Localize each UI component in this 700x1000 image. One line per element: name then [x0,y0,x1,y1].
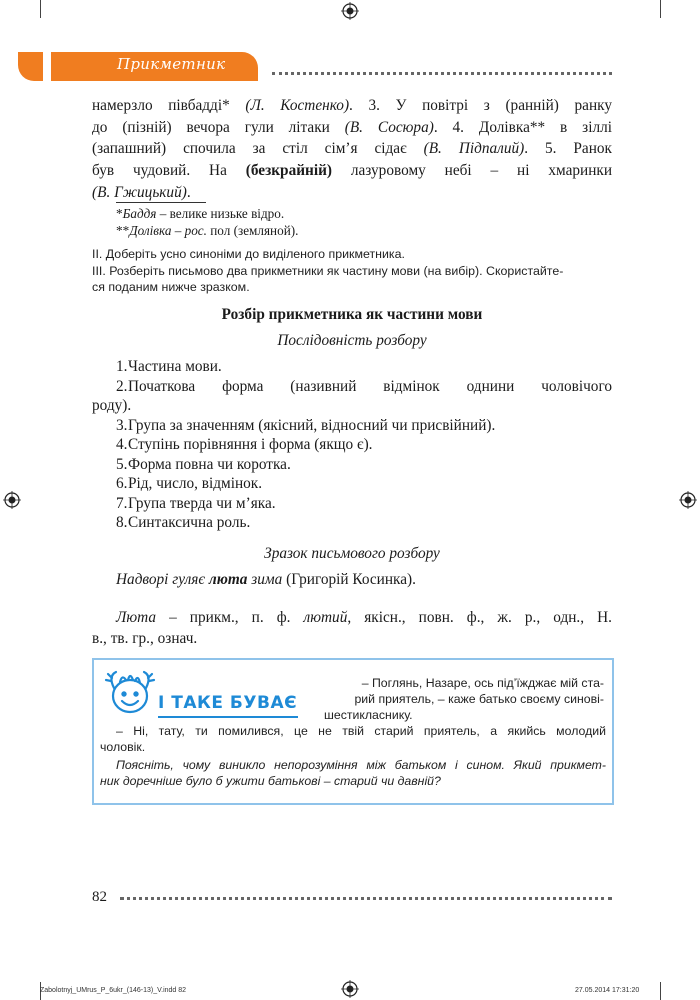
footnote-term: Баддя [122,206,157,221]
list-text: Рід, число, відмінок. [128,475,263,492]
list-number: 7. [116,495,128,512]
dialog-line: шестикласнику. [324,708,413,722]
initial-form: лютий [303,609,348,626]
exercise-text [92,95,612,204]
text-run: лазуровому небі – ні хмаринки [332,162,613,180]
registration-mark-icon [341,2,359,20]
list-item [116,357,612,377]
list-number: 3. [116,417,128,434]
analyzed-word: люта [208,571,248,588]
crop-mark [660,0,661,18]
footnote-2 [116,222,298,240]
list-text: роду). [92,397,132,414]
sample-analysis-line-1 [116,609,612,627]
task-3-line-1: ІІІ. Розберіть письмово два прикметники як частину мови (на вибір). Скористайте- [92,264,564,278]
text-run: зима [247,571,283,588]
list-text: Форма повна чи коротка. [128,456,291,473]
list-text: Група тверда чи м’яка. [128,495,276,512]
list-number: 5. [116,456,128,473]
text-run: . 4. Долівка** в зіллі [433,118,612,136]
author-ref: (В. Гжицький) [92,183,187,201]
dialog-line: – Ні, тату, ти помилився, це не твій старий приятель, а якийсь молодий [116,724,606,738]
task-2: ІІ. Доберіть усно синоніми до виділеного прикметника. [92,247,405,261]
text-run: (запашний) спочила за стіл сім’я сідає [92,140,424,158]
text-run: . 5. Ранок [524,140,612,158]
list-item [92,396,588,416]
question-line: Поясніть, чому виникло непорозуміння між батьком і сином. Який прикмет- [116,758,606,772]
print-slug-date: 27.05.2014 17:31:20 [575,987,640,994]
author-ref: (В. Сосюра) [344,118,434,136]
registration-mark-icon [679,491,697,509]
highlighted-adjective: (безкрайній) [245,162,332,180]
footnote-definition: – велике низьке відро. [156,206,285,221]
list-item [116,494,612,514]
analyzed-word: Люта [116,609,157,626]
header-dotted-rule [272,72,612,75]
sample-heading: Зразок письмового розбору [264,545,440,562]
sample-analysis-line-2: в., тв. гр., означ. [92,630,198,647]
crop-mark [660,982,661,1000]
registration-mark-icon [341,980,359,998]
text-run: , якісн., повн. ф., ж. р., одн., Н. [347,609,612,626]
sample-sentence [116,571,416,589]
info-box [92,658,614,805]
crop-mark [40,0,41,18]
list-text: Частина мови. [128,358,222,375]
footnote-mark: * [116,206,123,221]
list-number: 8. [116,514,128,531]
page-number: 82 [92,889,107,905]
list-number: 1. [116,358,128,375]
list-number: 2. [116,378,128,395]
list-number: 4. [116,436,128,453]
section-title: Прикметник [117,55,226,73]
dialog-line: – Поглянь, Назаре, ось під’їжджає мій ста- [361,676,604,690]
list-item [116,435,612,455]
parsing-subheading: Послідовність розбору [277,332,427,349]
text-run: намерзло півбадді* [92,97,246,114]
registration-mark-icon [3,491,21,509]
list-number: 6. [116,475,128,492]
smiling-girl-icon [102,668,158,718]
list-item [116,377,612,397]
list-text: Початкова форма (називний відмінок однини чоловічого [128,378,612,395]
question-line: ник доречніше було б ужити батькові – старий чи давній? [100,774,441,788]
list-item [116,474,612,494]
task-3-line-2: ся поданим нижче зразком. [92,280,250,294]
author-ref: (В. Підпалий) [423,140,525,158]
text-run: Надворі гуляє [116,571,209,588]
list-text: Група за значенням (якісний, відносний чи присвійний). [128,417,496,434]
list-item [116,455,612,475]
print-slug-file: Zabolotnyj_UMrus_P_6ukr_(146-13)_V.indd 82 [40,987,187,994]
author-ref: (Григорій Косинка). [282,571,416,588]
footnote-term: Долівка – рос. [129,223,207,238]
footnote-1 [116,205,284,223]
author-ref: (Л. Костенко) [245,97,350,114]
text-run: до (пізній) вечора гули літаки [92,118,345,136]
text-run: був чудовий. На [92,162,246,180]
text-run: . [186,183,191,201]
text-run: – прикм., п. ф. [156,609,304,626]
list-item [116,416,612,436]
list-text: Синтаксична роль. [128,514,251,531]
section-tab-notch [43,52,51,81]
footnote-divider [116,202,206,203]
parsing-heading: Розбір прикметника як частини мови [221,306,483,323]
footnote-definition: пол (земляной). [206,223,299,238]
footer-dotted-rule [120,897,612,900]
list-item [116,513,612,533]
list-text: Ступінь порівняння і форма (якщо є). [128,436,373,453]
dialog-line: рий приятель, – каже батько своєму синові- [354,692,604,706]
box-logo: І ТАКЕ БУВАЄ [158,693,298,713]
footnote-mark: ** [116,223,130,238]
text-run: . 3. У повітрі з (ранній) ранку [349,97,613,114]
dialog-line: чоловік. [100,740,146,754]
box-logo-underline [158,716,298,718]
